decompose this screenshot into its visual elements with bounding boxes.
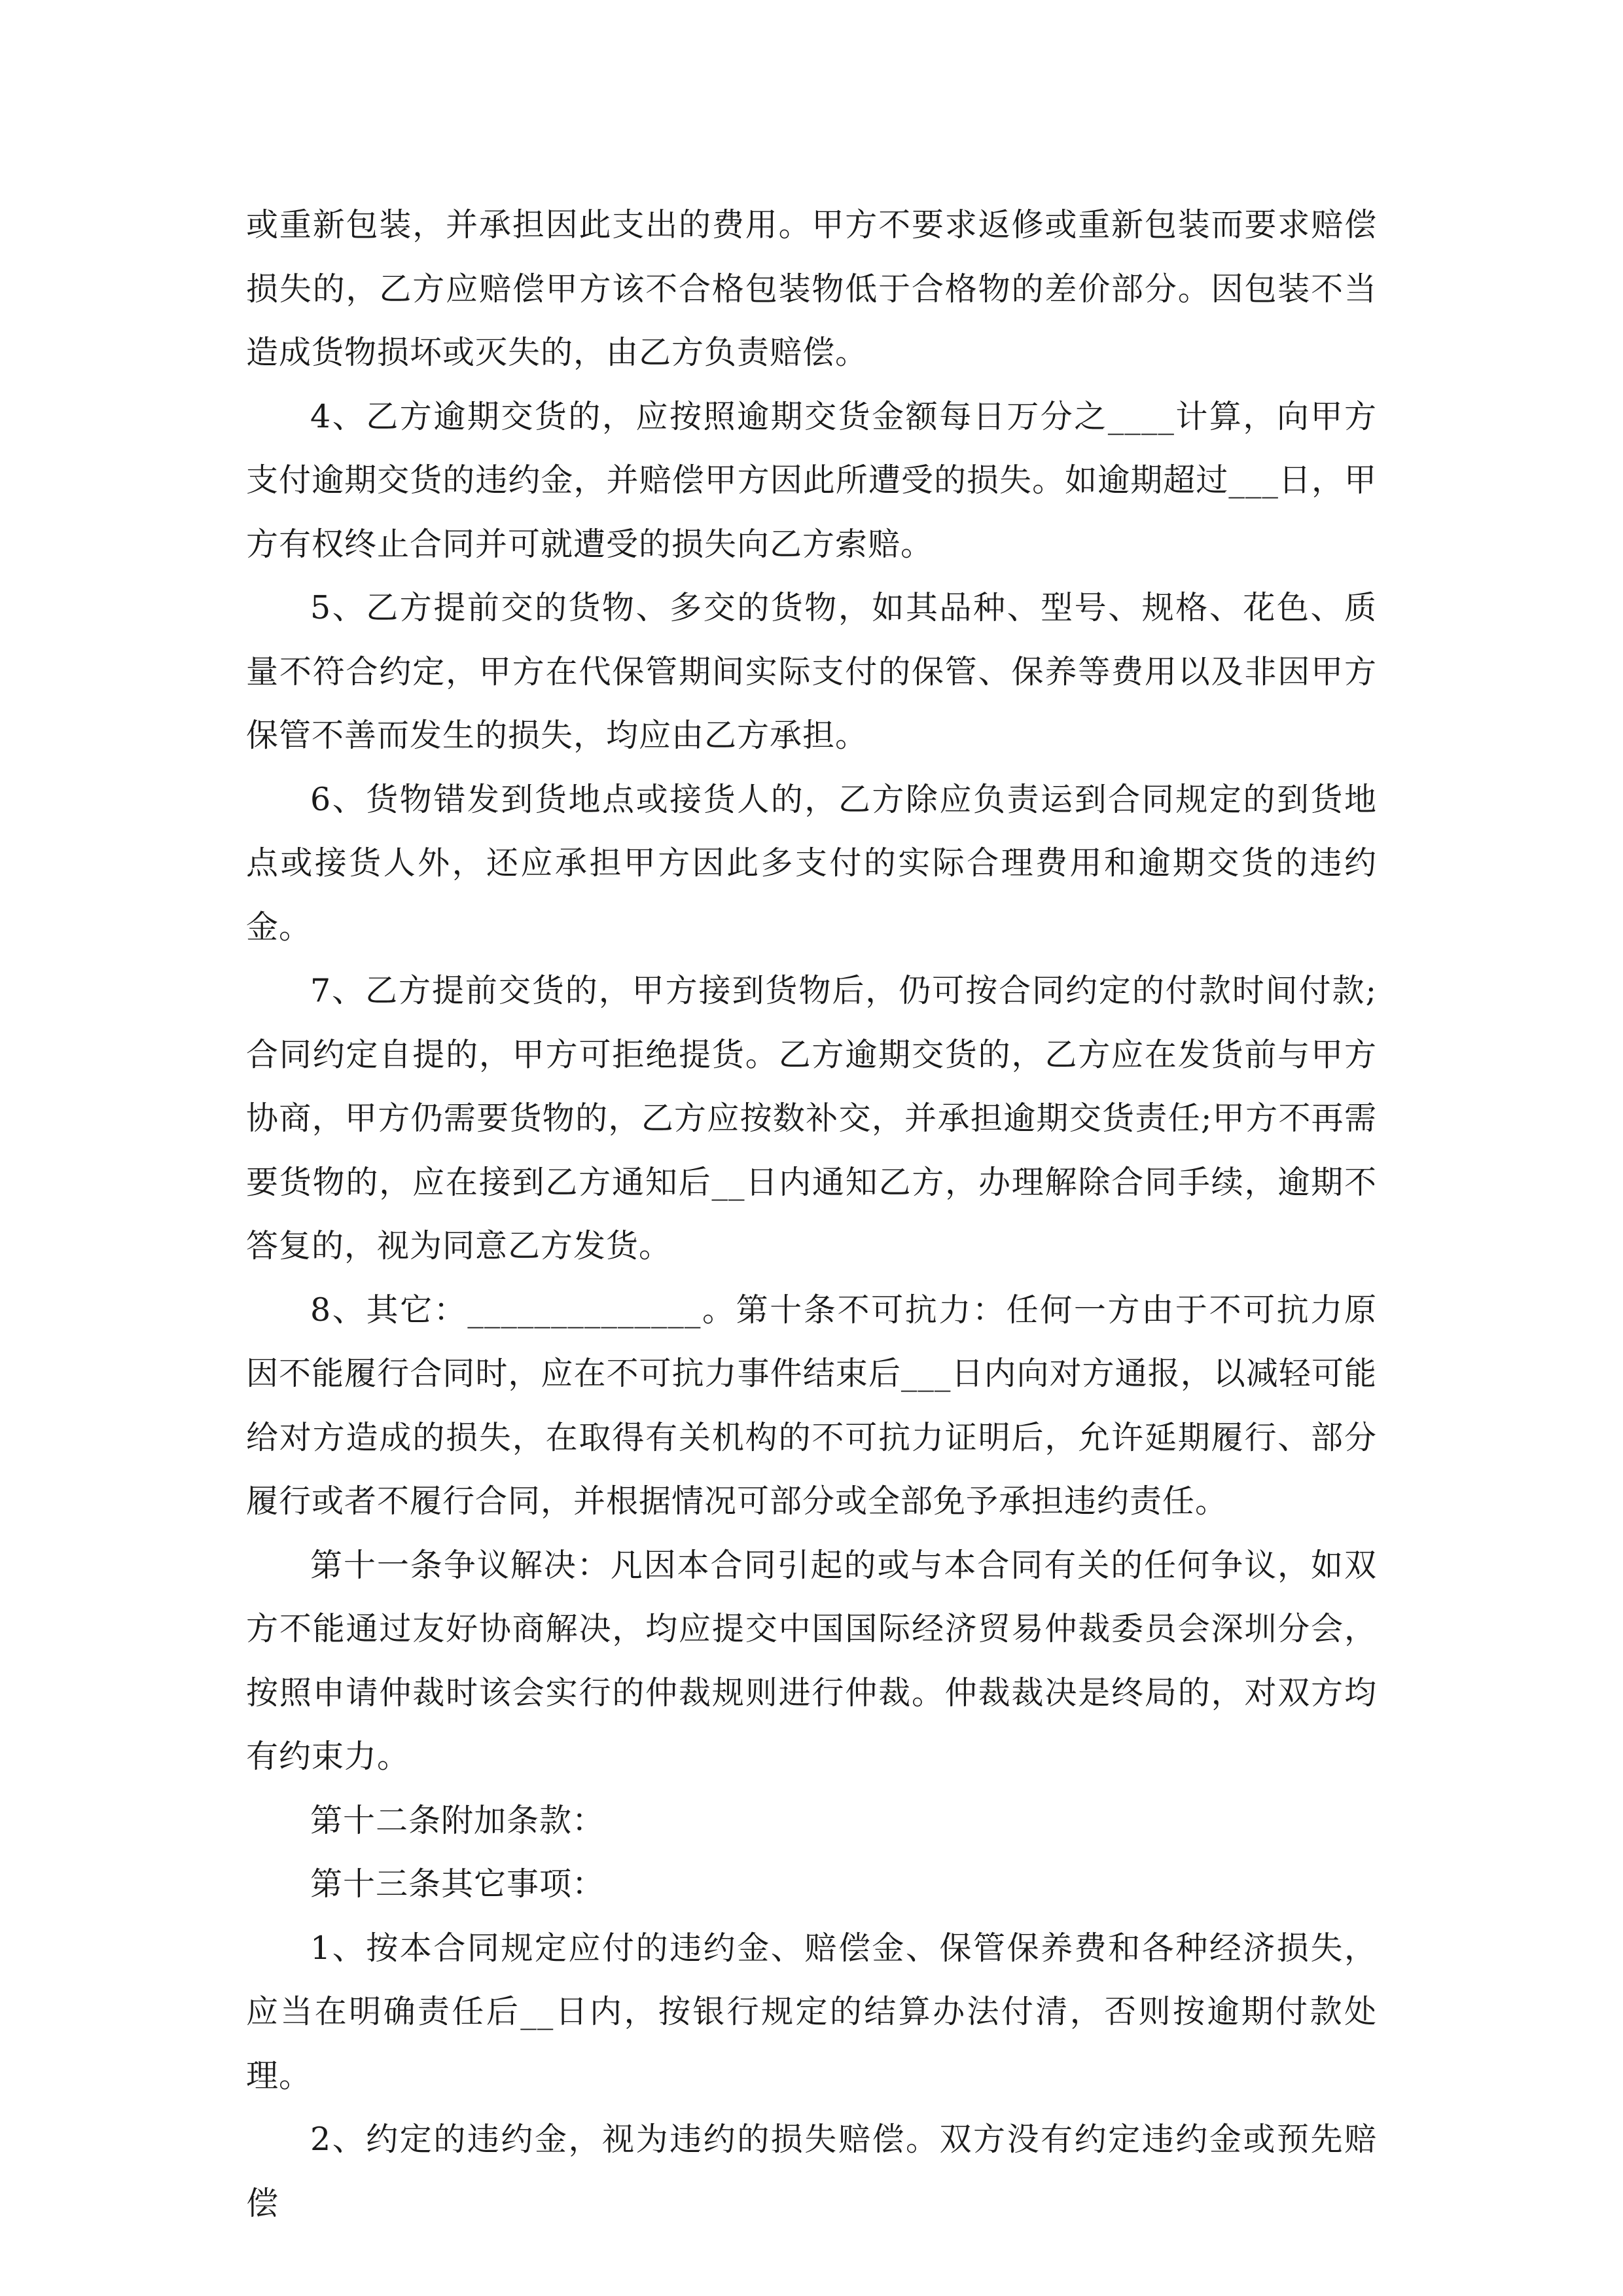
paragraph-item-1-payment: 1、按本合同规定应付的违约金、赔偿金、保管保养费和各种经济损失，应当在明确责任后__日内，按银行规定的结算办法付清，否则按逾期付款处理。 [246, 1929, 1377, 2094]
paragraph-clause-4-late-delivery: 4、乙方逾期交货的，应按照逾期交货金额每日万分之____计算，向甲方支付逾期交货的违约金，并赔偿甲方因此所遭受的损失。如逾期超过___日，甲方有权终止合同并可就遭受的损失向乙方索赔。 [246, 397, 1377, 563]
paragraph-clause-5-early-delivery: 5、乙方提前交的货物、多交的货物，如其品种、型号、规格、花色、质量不符合约定，甲方在代保管期间实际支付的保管、保养等费用以及非因甲方保管不善而发生的损失，均应由乙方承担。 [246, 589, 1377, 754]
paragraph-article-11-dispute: 第十一条争议解决：凡因本合同引起的或与本合同有关的任何争议，如双方不能通过友好协商解决，均应提交中国国际经济贸易仲裁委员会深圳分会，按照申请仲裁时该会实行的仲裁规则进行仲裁。仲裁裁决是终局的，对双方均有约束力。 [246, 1546, 1377, 1775]
document-body [246, 193, 1377, 2235]
paragraph-clause-6-wrong-delivery: 6、货物错发到货地点或接货人的，乙方除应负责运到合同规定的到货地点或接货人外，还应承担甲方因此多支付的实际合理费用和逾期交货的违约金。 [246, 780, 1377, 946]
paragraph-article-13-other: 第十三条其它事项： [310, 1865, 605, 1903]
paragraph-clause-8-force-majeure: 8、其它：______________。第十条不可抗力：任何一方由于不可抗力原因不能履行合同时，应在不可抗力事件结束后___日内向对方通报，以减轻可能给对方造成的损失，在取得有关机构的不可抗力证明后，允许延期履行、部分履行或者不履行合同，并根据情况可部分或全部免予承担违约责任。 [246, 1291, 1377, 1520]
paragraph-packaging-continuation: 或重新包装，并承担因此支出的费用。甲方不要求返修或重新包装而要求赔偿损失的，乙方应赔偿甲方该不合格包装物低于合格物的差价部分。因包装不当造成货物损坏或灭失的，由乙方负责赔偿。 [246, 206, 1377, 371]
paragraph-clause-7-delivery-timing: 7、乙方提前交货的，甲方接到货物后，仍可按合同约定的付款时间付款;合同约定自提的，甲方可拒绝提货。乙方逾期交货的，乙方应在发货前与甲方协商，甲方仍需要货物的，乙方应按数补交，并承担逾期交货责任;甲方不再需要货物的，应在接到乙方通知后__日内通知乙方，办理解除合同手续，逾期不答复的，视为同意乙方发货。 [246, 972, 1377, 1265]
paragraph-item-2-penalty: 2、约定的违约金，视为违约的损失赔偿。双方没有约定违约金或预先赔偿 [246, 2121, 1377, 2222]
paragraph-article-12-additional: 第十二条附加条款： [310, 1801, 605, 1839]
